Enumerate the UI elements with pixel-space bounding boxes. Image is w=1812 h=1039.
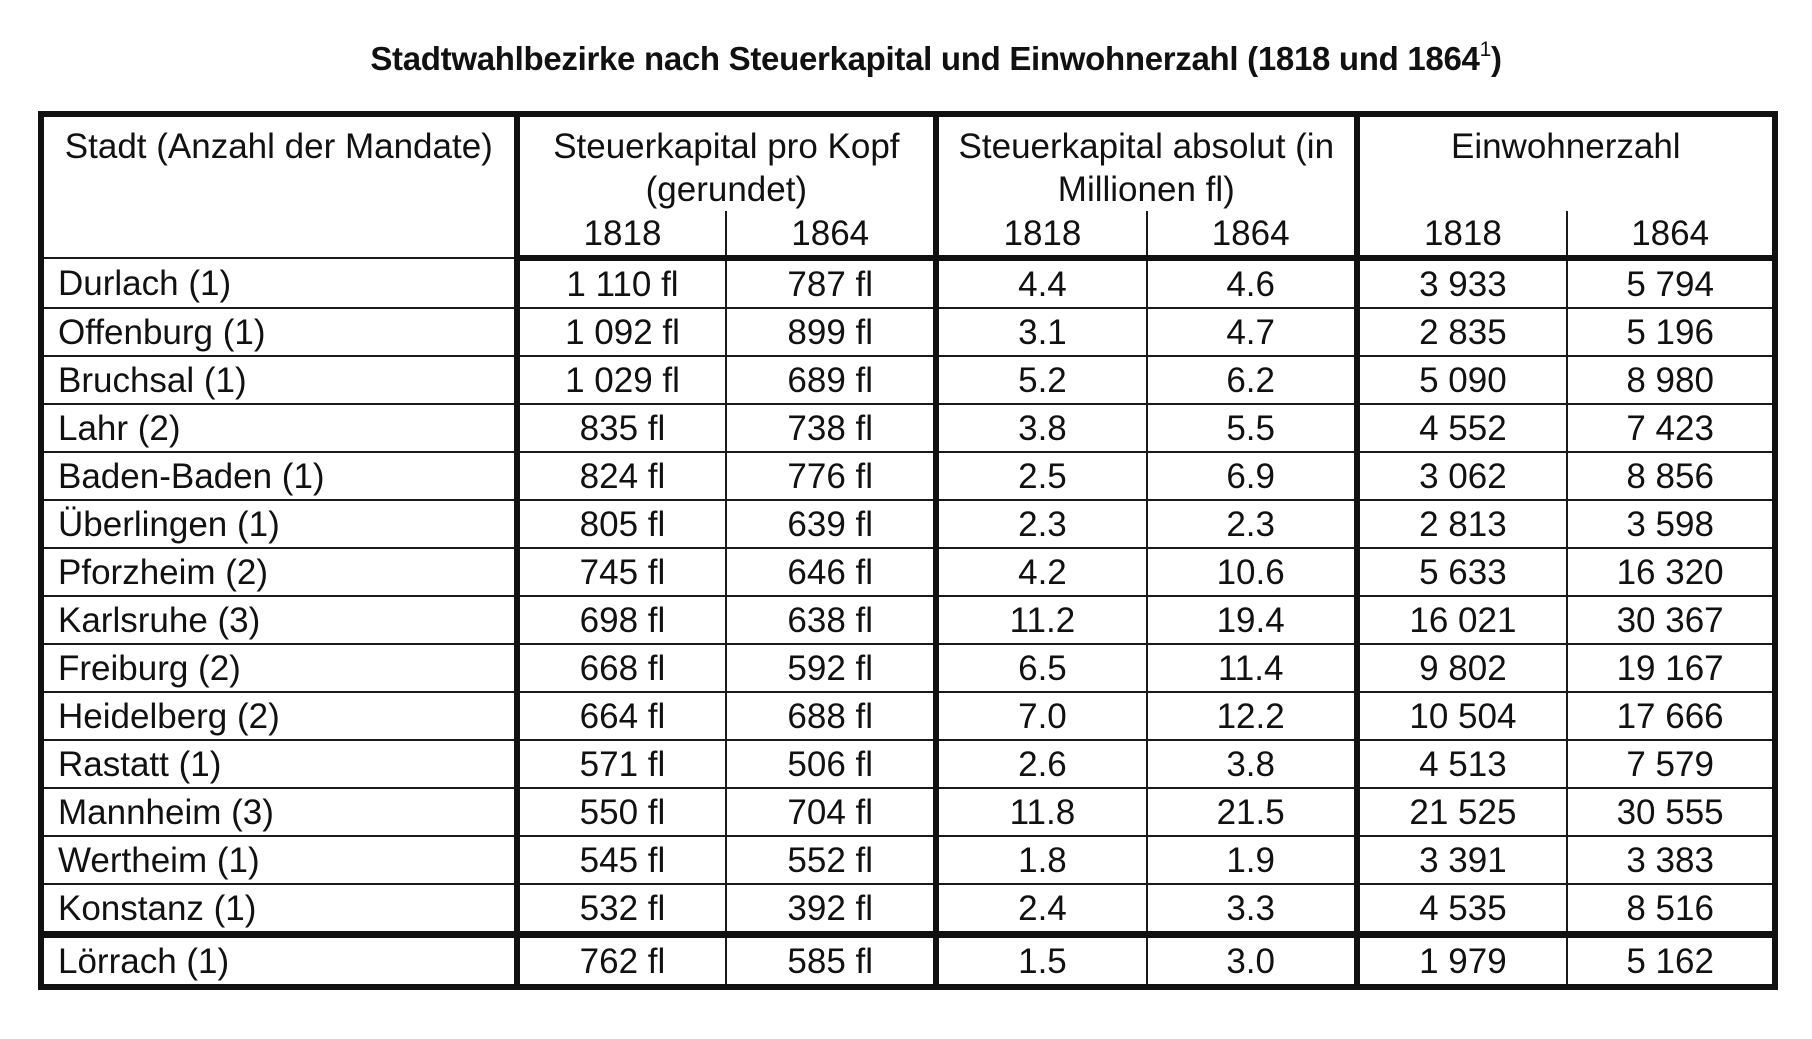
table-row: [41, 644, 1775, 692]
header-tax-per-capita: Steuerkapital pro Kopf (gerundet): [517, 114, 936, 211]
city-cell: Lahr (2): [41, 404, 517, 452]
value-cell: 8 856: [1567, 452, 1775, 500]
value-cell: 688 fl: [726, 692, 936, 740]
value-cell: 7 423: [1567, 404, 1775, 452]
header-year: 1818: [517, 211, 727, 258]
value-cell: 550 fl: [517, 788, 727, 836]
value-cell: 19 167: [1567, 644, 1775, 692]
city-cell: Bruchsal (1): [41, 356, 517, 404]
header-year: 1864: [726, 211, 936, 258]
value-cell: 2.4: [936, 884, 1147, 935]
value-cell: 8 980: [1567, 356, 1775, 404]
value-cell: 4.4: [936, 258, 1147, 308]
value-cell: 6.9: [1147, 452, 1357, 500]
value-cell: 698 fl: [517, 596, 727, 644]
city-cell: Freiburg (2): [41, 644, 517, 692]
value-cell: 2.3: [936, 500, 1147, 548]
value-cell: 5.2: [936, 356, 1147, 404]
value-cell: 6.5: [936, 644, 1147, 692]
value-cell: 1 979: [1357, 935, 1568, 988]
value-cell: 805 fl: [517, 500, 727, 548]
value-cell: 704 fl: [726, 788, 936, 836]
city-cell: Baden-Baden (1): [41, 452, 517, 500]
value-cell: 6.2: [1147, 356, 1357, 404]
table-row: [41, 884, 1775, 935]
value-cell: 16 320: [1567, 548, 1775, 596]
header-year: 1818: [1357, 211, 1568, 258]
header-city: Stadt (Anzahl der Mandate): [41, 114, 517, 258]
value-cell: 4 513: [1357, 740, 1568, 788]
table-title: [0, 40, 1812, 78]
data-table: [38, 111, 1778, 990]
table-row: [41, 308, 1775, 356]
city-cell: Offenburg (1): [41, 308, 517, 356]
value-cell: 5 090: [1357, 356, 1568, 404]
table-row: [41, 740, 1775, 788]
value-cell: 646 fl: [726, 548, 936, 596]
value-cell: 638 fl: [726, 596, 936, 644]
value-cell: 4.2: [936, 548, 1147, 596]
table-title-close: ): [1490, 40, 1502, 77]
value-cell: 5 633: [1357, 548, 1568, 596]
table-row: [41, 935, 1775, 988]
value-cell: 776 fl: [726, 452, 936, 500]
value-cell: 689 fl: [726, 356, 936, 404]
value-cell: 3.8: [936, 404, 1147, 452]
value-cell: 738 fl: [726, 404, 936, 452]
header-tax-absolute: Steuerkapital absolut (in Millionen fl): [936, 114, 1356, 211]
value-cell: 4.7: [1147, 308, 1357, 356]
footnote-marker: 1: [1479, 38, 1491, 61]
value-cell: 1 092 fl: [517, 308, 727, 356]
value-cell: 4 535: [1357, 884, 1568, 935]
value-cell: 392 fl: [726, 884, 936, 935]
value-cell: 16 021: [1357, 596, 1568, 644]
city-cell: Rastatt (1): [41, 740, 517, 788]
city-cell: Überlingen (1): [41, 500, 517, 548]
value-cell: 5 162: [1567, 935, 1775, 988]
value-cell: 824 fl: [517, 452, 727, 500]
value-cell: 585 fl: [726, 935, 936, 988]
value-cell: 5 794: [1567, 258, 1775, 308]
table-row: [41, 596, 1775, 644]
table-body: [41, 258, 1775, 987]
table-title-text: Stadtwahlbezirke nach Steuerkapital und Einwohnerzahl (1818 und 1864: [370, 40, 1480, 77]
value-cell: 3.8: [1147, 740, 1357, 788]
table-row: [41, 404, 1775, 452]
value-cell: 571 fl: [517, 740, 727, 788]
value-cell: 21 525: [1357, 788, 1568, 836]
value-cell: 545 fl: [517, 836, 727, 884]
value-cell: 4 552: [1357, 404, 1568, 452]
value-cell: 8 516: [1567, 884, 1775, 935]
table-row: [41, 500, 1775, 548]
table-row: [41, 258, 1775, 308]
city-cell: Mannheim (3): [41, 788, 517, 836]
header-year: 1818: [936, 211, 1147, 258]
value-cell: 745 fl: [517, 548, 727, 596]
value-cell: 3 383: [1567, 836, 1775, 884]
city-cell: Wertheim (1): [41, 836, 517, 884]
city-cell: Durlach (1): [41, 258, 517, 308]
value-cell: 2.5: [936, 452, 1147, 500]
table-row: [41, 548, 1775, 596]
value-cell: 10 504: [1357, 692, 1568, 740]
value-cell: 21.5: [1147, 788, 1357, 836]
value-cell: 3 598: [1567, 500, 1775, 548]
city-cell: Konstanz (1): [41, 884, 517, 935]
value-cell: 532 fl: [517, 884, 727, 935]
value-cell: 1.9: [1147, 836, 1357, 884]
value-cell: 2.3: [1147, 500, 1357, 548]
value-cell: 4.6: [1147, 258, 1357, 308]
value-cell: 5 196: [1567, 308, 1775, 356]
value-cell: 3 391: [1357, 836, 1568, 884]
table-row: [41, 692, 1775, 740]
value-cell: 3.3: [1147, 884, 1357, 935]
value-cell: 3 933: [1357, 258, 1568, 308]
value-cell: 10.6: [1147, 548, 1357, 596]
header-year: 1864: [1147, 211, 1357, 258]
value-cell: 17 666: [1567, 692, 1775, 740]
value-cell: 2.6: [936, 740, 1147, 788]
table-row: [41, 788, 1775, 836]
city-cell: Lörrach (1): [41, 935, 517, 988]
header-population: Einwohnerzahl: [1357, 114, 1775, 211]
city-cell: Pforzheim (2): [41, 548, 517, 596]
value-cell: 1.5: [936, 935, 1147, 988]
value-cell: 11.2: [936, 596, 1147, 644]
table-row: [41, 836, 1775, 884]
value-cell: 30 555: [1567, 788, 1775, 836]
table-row: [41, 452, 1775, 500]
table-row: [41, 356, 1775, 404]
value-cell: 7 579: [1567, 740, 1775, 788]
value-cell: 11.4: [1147, 644, 1357, 692]
value-cell: 1 110 fl: [517, 258, 727, 308]
value-cell: 9 802: [1357, 644, 1568, 692]
value-cell: 12.2: [1147, 692, 1357, 740]
value-cell: 668 fl: [517, 644, 727, 692]
value-cell: 7.0: [936, 692, 1147, 740]
value-cell: 30 367: [1567, 596, 1775, 644]
value-cell: 506 fl: [726, 740, 936, 788]
value-cell: 762 fl: [517, 935, 727, 988]
value-cell: 5.5: [1147, 404, 1357, 452]
value-cell: 787 fl: [726, 258, 936, 308]
value-cell: 1.8: [936, 836, 1147, 884]
value-cell: 3 062: [1357, 452, 1568, 500]
value-cell: 552 fl: [726, 836, 936, 884]
city-cell: Heidelberg (2): [41, 692, 517, 740]
header-year: 1864: [1567, 211, 1775, 258]
value-cell: 3.1: [936, 308, 1147, 356]
city-cell: Karlsruhe (3): [41, 596, 517, 644]
value-cell: 3.0: [1147, 935, 1357, 988]
value-cell: 835 fl: [517, 404, 727, 452]
value-cell: 664 fl: [517, 692, 727, 740]
value-cell: 19.4: [1147, 596, 1357, 644]
value-cell: 592 fl: [726, 644, 936, 692]
value-cell: 639 fl: [726, 500, 936, 548]
value-cell: 1 029 fl: [517, 356, 727, 404]
value-cell: 2 813: [1357, 500, 1568, 548]
value-cell: 899 fl: [726, 308, 936, 356]
value-cell: 11.8: [936, 788, 1147, 836]
value-cell: 2 835: [1357, 308, 1568, 356]
